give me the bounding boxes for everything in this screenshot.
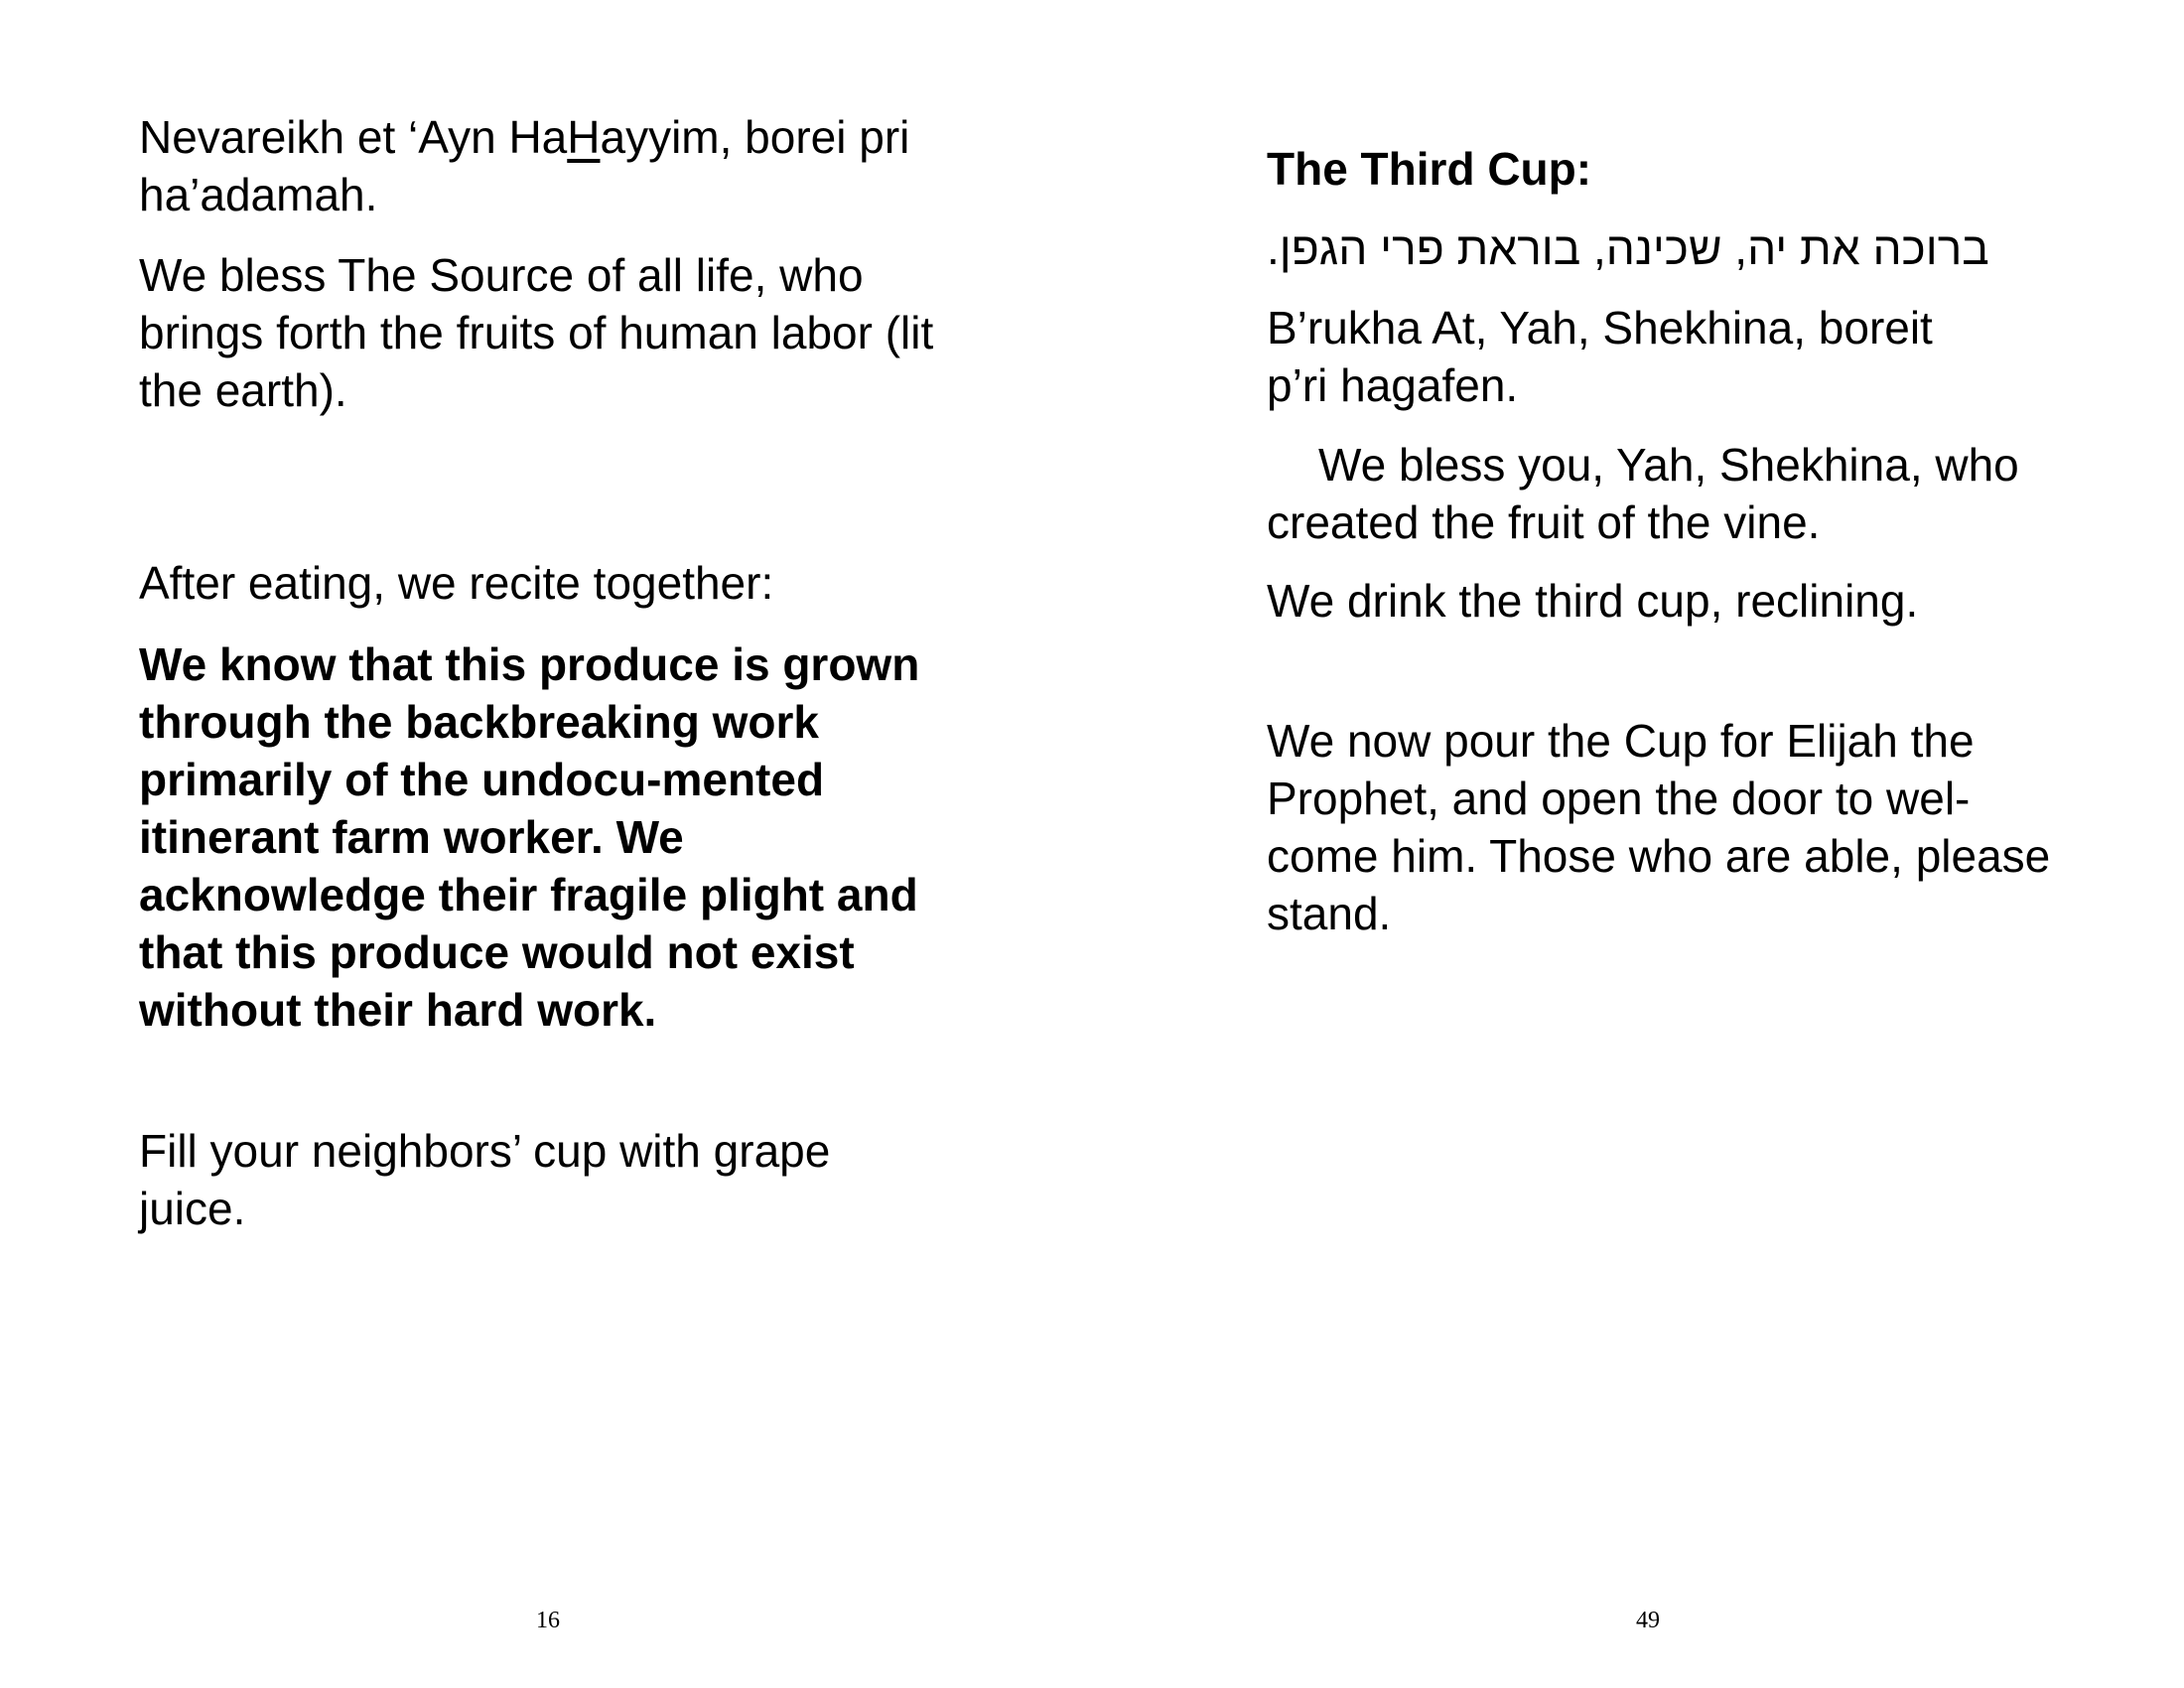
blessing-transliteration-right: B’rukha At, Yah, Shekhina, boreit p’ri hagafen. — [1267, 302, 1933, 411]
hebrew-blessing: ברוכה את יה, שכינה, בוראת פרי הגפן. — [1267, 222, 1989, 274]
blessing-transliteration — [139, 108, 973, 223]
transliteration-underlined-letter: H — [567, 111, 601, 163]
farm-worker-recitation: We know that this produce is grown through the backbreaking work primarily of the undocu-mented itinerant farm worker. We acknowledge their fragile plight and that this produce would not exist without their hard work. — [139, 638, 920, 1036]
page-number-right: 49 — [1636, 1608, 1660, 1633]
third-cup-heading: The Third Cup: — [1267, 143, 1592, 195]
right-page — [1092, 0, 2184, 1688]
blessing-translation: We bless The Source of all life, who brings forth the fruits of human labor (lit the earth). — [139, 249, 934, 416]
drink-instruction: We drink the third cup, reclining. — [1267, 575, 1919, 627]
elijah-instruction: We now pour the Cup for Elijah the Prophet, and open the door to wel-come him. Those who are able, please stand. — [1267, 715, 2051, 939]
transliteration-part-2: ayyim, borei pri ha’adamah. — [139, 111, 910, 220]
after-eating-instruction: After eating, we recite together: — [139, 557, 774, 609]
fill-cup-instruction: Fill your neighbors’ cup with grape juice. — [139, 1125, 831, 1234]
page-number-left: 16 — [536, 1608, 560, 1633]
transliteration-part-1: Nevareikh et ‘Ayn Ha — [139, 111, 568, 163]
blessing-translation-right: We bless you, Yah, Shekhina, who created the fruit of the vine. — [1267, 439, 2019, 548]
